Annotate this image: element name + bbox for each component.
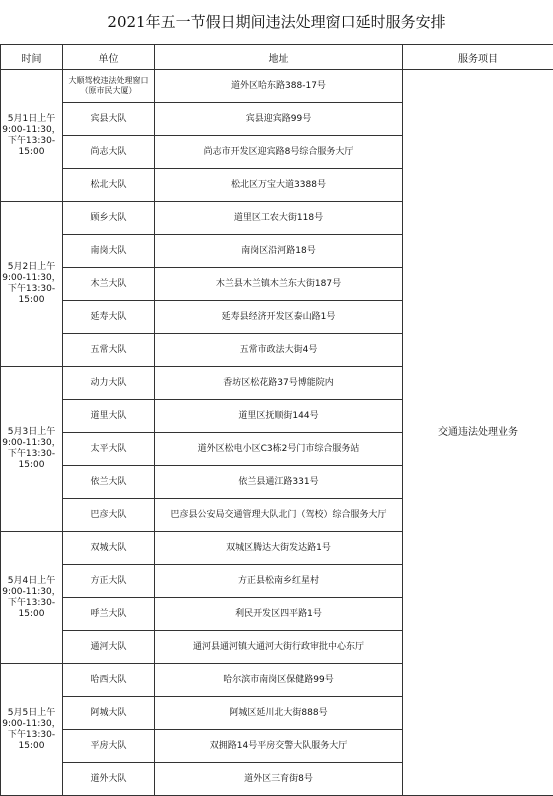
time-cell: 5月5日上午 9:00-11:30， 下午13:30- 15:00: [1, 664, 63, 796]
unit-cell: 方正大队: [63, 565, 155, 598]
address-cell: 南岗区沿河路18号: [155, 235, 403, 268]
address-cell: 双拥路14号平房交警大队服务大厅: [155, 730, 403, 763]
page-title: 2021年五一节假日期间违法处理窗口延时服务安排: [0, 0, 553, 44]
unit-cell: 宾县大队: [63, 103, 155, 136]
address-cell: 道外区松电小区C3栋2号门市综合服务站: [155, 433, 403, 466]
header-service: 服务项目: [403, 45, 553, 70]
address-cell: 哈尔滨市南岗区保健路99号: [155, 664, 403, 697]
header-unit: 单位: [63, 45, 155, 70]
time-cell: 5月2日上午 9:00-11:30， 下午13:30- 15:00: [1, 202, 63, 367]
unit-cell: 哈西大队: [63, 664, 155, 697]
address-cell: 香坊区松花路37号博能院内: [155, 367, 403, 400]
address-cell: 宾县迎宾路99号: [155, 103, 403, 136]
unit-cell: 顾乡大队: [63, 202, 155, 235]
unit-cell: 太平大队: [63, 433, 155, 466]
unit-cell: 依兰大队: [63, 466, 155, 499]
address-cell: 利民开发区四平路1号: [155, 598, 403, 631]
unit-cell: 大顺驾校违法处理窗口（原市民大厦）: [63, 70, 155, 103]
table-header-row: [1, 45, 553, 70]
address-cell: 尚志市开发区迎宾路8号综合服务大厅: [155, 136, 403, 169]
address-cell: 松北区万宝大道3388号: [155, 169, 403, 202]
address-cell: 道外区哈东路388-17号: [155, 70, 403, 103]
unit-cell: 通河大队: [63, 631, 155, 664]
unit-cell: 巴彦大队: [63, 499, 155, 532]
unit-cell: 松北大队: [63, 169, 155, 202]
address-cell: 依兰县通江路331号: [155, 466, 403, 499]
address-cell: 双城区腾达大街发达路1号: [155, 532, 403, 565]
table-row: [1, 70, 553, 103]
address-cell: 方正县松南乡红星村: [155, 565, 403, 598]
unit-cell: 阿城大队: [63, 697, 155, 730]
unit-cell: 木兰大队: [63, 268, 155, 301]
address-cell: 巴彦县公安局交通管理大队北门（驾校）综合服务大厅: [155, 499, 403, 532]
header-time: 时间: [1, 45, 63, 70]
address-cell: 通河县通河镇大通河大街行政审批中心东厅: [155, 631, 403, 664]
header-address: 地址: [155, 45, 403, 70]
unit-cell: 尚志大队: [63, 136, 155, 169]
unit-cell: 五常大队: [63, 334, 155, 367]
schedule-table: [0, 44, 553, 796]
table-body: [1, 70, 553, 796]
address-cell: 延寿县经济开发区泰山路1号: [155, 301, 403, 334]
unit-cell: 延寿大队: [63, 301, 155, 334]
service-cell: 交通违法处理业务: [403, 70, 553, 796]
unit-cell: 平房大队: [63, 730, 155, 763]
address-cell: 阿城区延川北大街888号: [155, 697, 403, 730]
unit-cell: 呼兰大队: [63, 598, 155, 631]
unit-cell: 南岗大队: [63, 235, 155, 268]
unit-cell: 双城大队: [63, 532, 155, 565]
unit-cell: 道外大队: [63, 763, 155, 796]
unit-cell: 道里大队: [63, 400, 155, 433]
address-cell: 道里区抚顺街144号: [155, 400, 403, 433]
time-cell: 5月3日上午 9:00-11:30， 下午13:30- 15:00: [1, 367, 63, 532]
address-cell: 道外区三育街8号: [155, 763, 403, 796]
address-cell: 道里区工农大街118号: [155, 202, 403, 235]
time-cell: 5月4日上午 9:00-11:30， 下午13:30- 15:00: [1, 532, 63, 664]
unit-cell: 动力大队: [63, 367, 155, 400]
address-cell: 五常市政法大街4号: [155, 334, 403, 367]
address-cell: 木兰县木兰镇木兰东大街187号: [155, 268, 403, 301]
time-cell: 5月1日上午 9:00-11:30， 下午13:30- 15:00: [1, 70, 63, 202]
